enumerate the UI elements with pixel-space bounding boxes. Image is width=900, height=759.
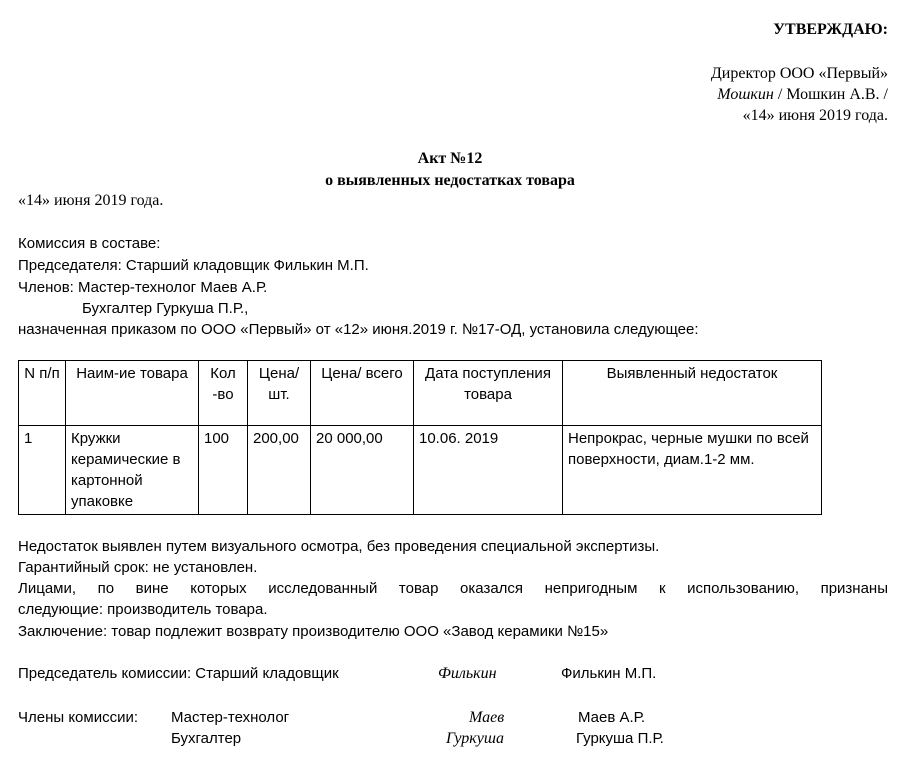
- member2-signature: Гуркуша: [446, 730, 504, 747]
- approval-signature: Мошкин: [717, 86, 774, 103]
- findings-responsible-2: следующие: производитель товара.: [18, 601, 268, 618]
- commission-intro: Комиссия в составе:: [18, 235, 161, 252]
- cell-date: 10.06. 2019: [414, 426, 563, 515]
- members-label: Члены комиссии:: [18, 709, 139, 726]
- findings-method: Недостаток выявлен путем визуального осмотра, без проведения специальной экспертизы.: [18, 538, 660, 555]
- header-qty: Кол -во: [199, 361, 248, 426]
- cell-defect: Непрокрас, черные мушки по всей поверхности, диам.1-2 мм.: [563, 426, 822, 515]
- header-price: Цена/ шт.: [248, 361, 311, 426]
- commission-member-2: Бухгалтер Гуркуша П.Р.,: [82, 300, 249, 317]
- member2-role: Бухгалтер: [171, 730, 242, 747]
- member1-signature: Маев: [469, 709, 505, 726]
- cell-price: 200,00: [248, 426, 311, 515]
- chairman-label: Председатель комиссии: Старший кладовщик: [18, 665, 339, 682]
- cell-qty: 100: [199, 426, 248, 515]
- commission-order: назначенная приказом по ООО «Первый» от «12» июня.2019 г. №17-ОД, установила следующее:: [18, 321, 699, 338]
- act-title: Акт №12: [417, 150, 483, 167]
- commission-chairman: Председателя: Старший кладовщик Филькин М.П.: [18, 257, 369, 274]
- member1-role: Мастер-технолог: [171, 709, 290, 726]
- findings-responsible-1: Лицами, по вине которых исследованный товар оказался непригодным к использованию, признаны: [18, 580, 888, 597]
- approval-date: «14» июня 2019 года.: [742, 107, 888, 124]
- header-date: Дата поступления товара: [414, 361, 563, 426]
- commission-member-1: Членов: Мастер-технолог Маев А.Р.: [18, 279, 268, 296]
- header-name: Наим-ие товара: [66, 361, 199, 426]
- act-date: «14» июня 2019 года.: [18, 192, 164, 209]
- table-header-row: [19, 361, 822, 426]
- member2-name: Гуркуша П.Р.: [576, 730, 664, 747]
- cell-total: 20 000,00: [311, 426, 414, 515]
- act-subtitle: о выявленных недостатках товара: [325, 172, 575, 189]
- member1-name: Маев А.Р.: [578, 709, 645, 726]
- header-num: N п/п: [19, 361, 66, 426]
- chairman-signature: Филькин: [438, 665, 497, 682]
- approval-signer: / Мошкин А.В. /: [777, 86, 888, 103]
- table-row: [19, 426, 822, 515]
- findings-warranty: Гарантийный срок: не установлен.: [18, 559, 258, 576]
- approval-signature-line: [717, 85, 888, 105]
- approval-position: Директор ООО «Первый»: [710, 65, 888, 82]
- defects-table: [18, 360, 822, 515]
- cell-name: Кружки керамические в картонной упаковке: [66, 426, 199, 515]
- findings-conclusion: Заключение: товар подлежит возврату производителю ООО «Завод керамики №15»: [18, 623, 609, 640]
- header-defect: Выявленный недостаток: [563, 361, 822, 426]
- chairman-name: Филькин М.П.: [561, 665, 657, 682]
- approval-heading: УТВЕРЖДАЮ:: [773, 21, 888, 38]
- header-total: Цена/ всего: [311, 361, 414, 426]
- cell-num: 1: [19, 426, 66, 515]
